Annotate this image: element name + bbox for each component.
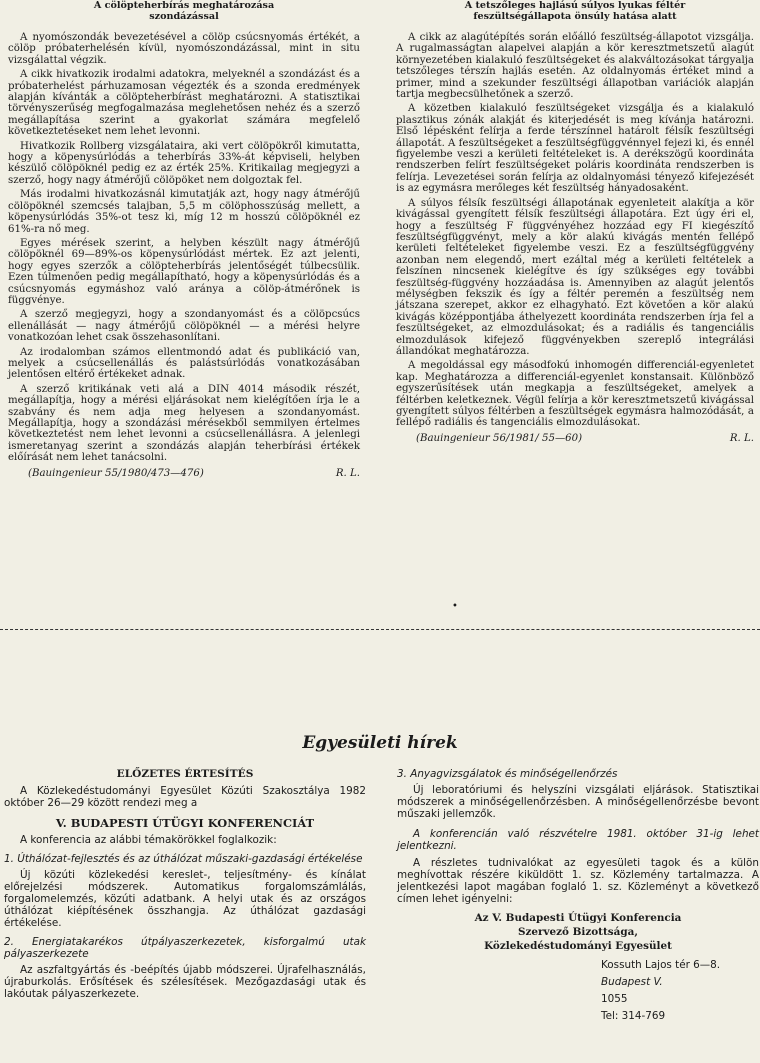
topic-text: Új közúti közlekedési kereslet-, teljesítmény- és kínálat előrejelzési módszerek. Automatikus forgalomszámlálás, forgalomelemzés, közúti adatbank. A helyi utak és az országos úthálózat kiépítésének összhangja. Az úthálózat gazdasági értékelése. [4,869,366,929]
paragraph: A cikk hivatkozik irodalmi adatokra, melyeknél a szondázást és a próbaterhelést párhuzamosan végezték és a szonda eredmények alapján kívánták a cölöpteherbírást meghatározni. A statisztikai törvényszerűség megfogalmazása meglehetősen nehéz és a szerző megállapítása szerint a gyakorlat számára megfelelő következtetéseket nem lehet levonni. [8,69,360,138]
announcement-right-column [397,768,759,1025]
registration-deadline: A konferencián való részvételre 1981. október 31-ig lehet jelentkezni. [397,828,759,852]
paragraph: A szerző kritikának veti alá a DIN 4014 második részét, megállapítja, hogy a mérési eljárásokat nem kielégítően írja le a szabvány és nem adja meg helyesen a szondanyomást. Megállapítja, hogy a szondázási mérésekből semmilyen értelmes következtetést nem lehet levonni a csúcsellenállásra. A jelenlegi ismeretanyag szerint a szondázás alapján teherbírási értékek előírását nem lehet tanácsolni. [8,383,360,464]
announcement-intro: A Közlekedéstudományi Egyesület Közúti Szakosztálya 1982 október 26—29 között rendezi meg a [4,785,366,809]
paragraph: Az irodalomban számos ellentmondó adat és publikáció van, melyek a csúcsellenállás és palástsúrlódás vonatkozásában jelentősen eltérő értékeket adnak. [8,346,360,381]
announcement-left-column [4,768,366,1005]
article-right-source [396,433,754,444]
article-left [8,0,360,479]
article-left-source [8,468,360,479]
topic-text: Új leboratóriumi és helyszíni vizsgálati eljárások. Statisztikai módszerek a minőségellenőrzésben. A minőségellenőrzésbe bevont műszaki jellemzők. [397,784,759,820]
topics-intro: A konferencia az alábbi témakörökkel foglalkozik: [20,834,277,846]
conference-title: V. BUDAPESTI ÚTÜGYI KONFERENCIÁT [55,816,315,830]
section-title: Egyesületi hírek [302,733,458,753]
topic-title: 3. Anyagvizsgálatok és minőségellenőrzés [397,768,618,780]
dashed-divider [0,629,760,630]
paragraph: A cikk az alagútépítés során előálló feszültség-állapotot vizsgálja. A rugalmasságtan alapelvei alapján a kör keresztmetszetű alagút környezetében kialakuló feszültségeket és alakváltozásokat tárgyalja tetszőleges térszín hajlás esetén. Az oldalnyomás értéket mind a primer, mind a szekunder feszültségi állapotban variációk alapján tartja megbecsülhetőnek a szerző. [396,32,754,101]
paragraph: Egyes mérések szerint, a helyben készült nagy átmérőjű cölöpöknél 69—89%-os köpenysúrlódást mértek. Ez azt jelenti, hogy egyes szerzők a cölöpteherbírás jelentőségét túlbecsülik. Ezen túlmenően pedig megállapítható, hogy a köpenysúrlódás és a csúcsnyomás egymáshoz való aránya a cölöp-átmérőnek is függvénye. [8,237,360,306]
author-initials: R. L. [335,467,360,479]
registration-details: A részletes tudnivalókat az egyesületi tagok és a külön meghívottak részére kiküldött 1. sz. Közlemény tartalmazza. A jelentkezési lapot magában foglaló 1. sz. Közleményt a következő címen lehet igényelni: [397,857,759,905]
source-citation: (Bauingenieur 56/1981/ 55—60) [416,432,583,444]
paragraph: Más irodalmi hivatkozásnál kimutatják azt, hogy nagy átmérőjű cölöpöknél szemcsés talajban, 5,5 m cölöphosszúság mellett, a köpenysúrlódás 35%-ot tesz ki, míg 12 m hosszú cölöpöknél ez 61%-ra nő meg. [8,189,360,235]
paragraph: A súlyos félsík feszültségi állapotának egyenleteit alakítja a kör kivágással gyengített félsík feszültségi állapotára. Ezt úgy éri el, hogy a feszültség F függvényéhez hozzáad egy FI kiegészítő feszültségfüggvényt, mely a kör alakú kivágás mentén fellépő kerületi feltételeket figyelembe veszi. Ez a feszültségfüggvény azonban nem elegendő, mert ezáltal még a kerületi feltételek a felszínen nincsenek kielégítve és így szükséges egy további feszültség-függvény hozzáadása is. Amennyiben az alagút jelentős mélységben fekszik és így a féltér peremén a feszültség nem játszana szerepet, akkor ez elhagyható. Ezt követően a kör alakú kivágás középpontjába áthelyezett koordináta rendszerben írja fel a feszültségeket, az elmozdulásokat; és a radiális és tangenciális elmozdulások kifejező függvényekben szereplő integrálási állandókat meghatározza. [396,197,754,357]
organizer-block: Az V. Budapesti Útügyi Konferencia Szervező Bizottsága, Közlekedéstudományi Egyesület [474,912,682,952]
announcement-heading: ELŐZETES ÉRTESÍTÉS [116,768,254,780]
topic-title: 1. Úthálózat-fejlesztés és az úthálózat műszaki-gazdasági értékelése [4,853,363,865]
paragraph: A szerző megjegyzi, hogy a szondanyomást és a cölöpcsúcs ellenállását — nagy átmérőjű cölöpöknél — a mérési helyre vonatkozóan lehet csak összehasonlítani. [8,309,360,344]
paragraph: Hivatkozik Rollberg vizsgálataira, aki vert cölöpökről kimutatta, hogy a köpenysúrlódás a teherbírás 33%-át képviseli, helyben készülő cölöpöknél pedig ez az érték 25%. Kritikailag megjegyzi a szerző, hogy nagy átmérőjű cölöpöket nem dolgoztak fel. [8,140,360,186]
article-right-title: A tetszőleges hajlású súlyos lyukas féltér feszültségállapota önsúly hatása alatt [464,0,686,22]
article-left-title: A cölöpteherbírás meghatározása szondázással [93,0,275,22]
topic-text: Az aszfaltgyártás és -beépítés újabb módszerei. Újrafelhasználás, újraburkolás. Erősítések és szélesítések. Mezőgazdasági utak és lakóutak pályaszerkezete. [4,964,366,1000]
organizer-address: Kossuth Lajos tér 6—8. Budapest V. 1055 Tel: 314-769 [601,959,721,1022]
paragraph: A közetben kialakuló feszültségeket vizsgálja és a kialakuló plasztikus zónák alakját és kiterjedését is meg kívánja határozni. Első lépésként felírja a ferde térszínnel határolt félsík feszültségi állapotát. A feszültségeket a feszültségfüggvénnyel fejezi ki, és ennél figyelembe veszi a kerületi feltételeket is. A derékszögű koordináta rendszerben felírt feszültségeket poláris koordináta rendszerben is felírja. Levezetései során felírja az oldalnyomási tényező kifejezését is az egymásra merőleges két feszültség hányadosaként. [396,103,754,195]
stray-mark: • [452,601,458,612]
topic-title: 2. Energiatakarékos útpályaszerkezetek, kisforgalmú utak pályaszerkezete [4,936,366,960]
article-right [396,0,754,444]
author-initials: R. L. [729,432,754,444]
paragraph: A megoldással egy másodfokú inhomogén differenciál-egyenletet kap. Meghatározza a differenciál-egyenlet konstansait. Különböző egyszerűsítések után megkapja a feszültségeket, amelyek a féltérben keletkeznek. Végül felírja a kör keresztmetszetű kivágással gyengített súlyos féltérben a feszültségek egymásra halmozódását, a fellépő radiális és tangenciális elmozdulásokat. [396,360,754,429]
paragraph: A nyomószondák bevezetésével a cölöp csúcsnyomás értékét, a cölöp próbaterhelésén kívül, nyomószondázással, mint in situ vizsgálattal végzik. [8,32,360,66]
source-citation: (Bauingenieur 55/1980/473—476) [28,467,204,479]
